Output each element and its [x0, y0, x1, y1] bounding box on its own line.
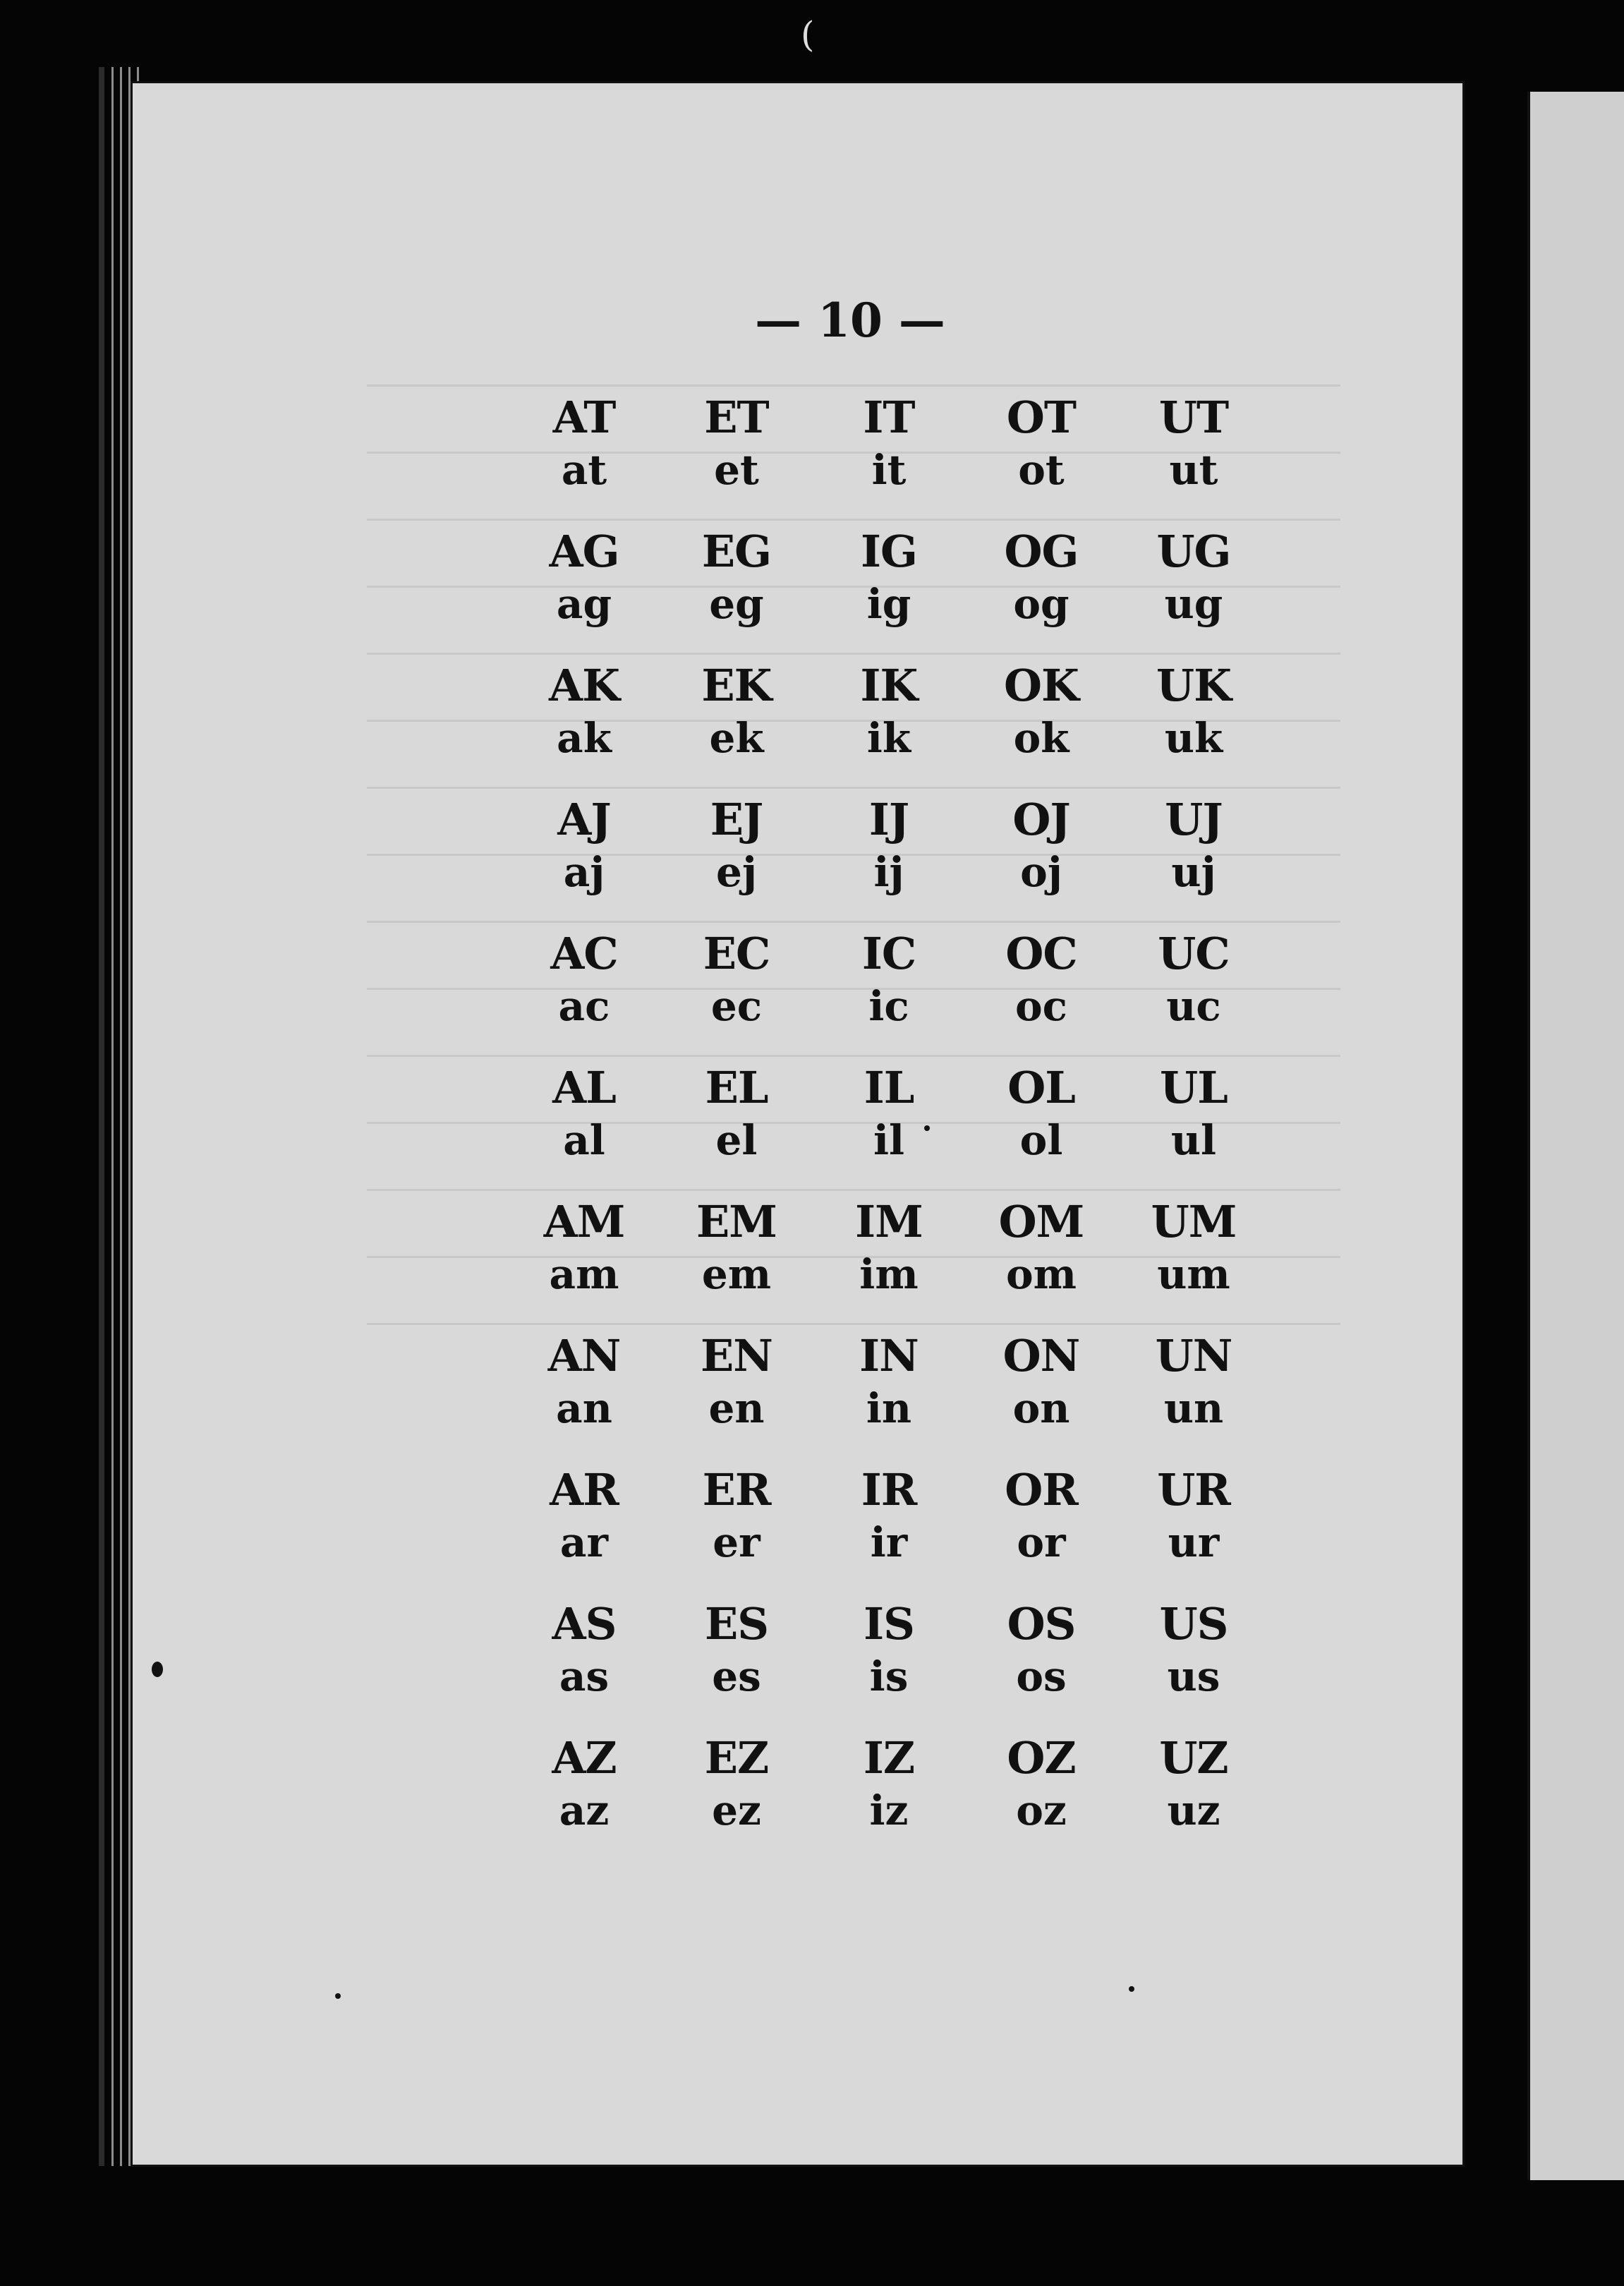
syllable-row [508, 526, 1270, 660]
syllable-lowercase: um [1157, 1250, 1230, 1298]
syllable-uppercase: IM [855, 1196, 923, 1247]
syllable-cell [1117, 928, 1270, 1062]
syllable-uppercase: IK [860, 660, 918, 711]
syllable-row [508, 1464, 1270, 1598]
syllable-uppercase: EZ [704, 1732, 769, 1784]
syllable-cell [508, 1464, 660, 1598]
syllable-uppercase: EN [701, 1330, 772, 1381]
syllable-lowercase: en [708, 1384, 765, 1432]
ink-speck [1129, 1986, 1134, 1992]
syllable-cell [813, 928, 965, 1062]
syllable-row [508, 392, 1270, 526]
syllable-lowercase: oc [1014, 982, 1067, 1030]
syllable-uppercase: IT [863, 392, 915, 443]
syllable-cell [660, 1062, 813, 1196]
syllable-lowercase: uj [1171, 848, 1216, 896]
syllable-lowercase: ig [866, 580, 911, 628]
syllable-lowercase: us [1167, 1652, 1220, 1700]
syllable-lowercase: ik [866, 714, 911, 762]
syllable-lowercase: es [712, 1652, 761, 1700]
syllable-cell [660, 526, 813, 660]
syllable-lowercase: on [1012, 1384, 1070, 1432]
syllable-uppercase: UJ [1165, 794, 1223, 845]
syllable-cell [660, 1196, 813, 1330]
syllable-lowercase: im [859, 1250, 919, 1298]
syllable-uppercase: EJ [710, 794, 763, 845]
syllable-cell [965, 928, 1117, 1062]
syllable-lowercase: eg [709, 580, 764, 628]
syllable-uppercase: UR [1157, 1464, 1230, 1516]
syllable-cell [660, 1598, 813, 1732]
syllable-lowercase: aj [563, 848, 605, 896]
syllable-row [508, 1062, 1270, 1196]
syllable-uppercase: UT [1158, 392, 1229, 443]
syllable-uppercase: AZ [552, 1732, 617, 1784]
syllable-lowercase: ok [1013, 714, 1069, 762]
syllable-lowercase: an [556, 1384, 612, 1432]
syllable-uppercase: IJ [868, 794, 909, 845]
syllable-lowercase: il [873, 1116, 905, 1164]
syllable-uppercase: OJ [1012, 794, 1070, 845]
syllable-uppercase: EK [701, 660, 772, 711]
syllable-cell [965, 1062, 1117, 1196]
syllable-uppercase: AC [550, 928, 618, 979]
syllable-lowercase: in [866, 1384, 912, 1432]
syllable-cell [1117, 660, 1270, 794]
syllable-cell [813, 1062, 965, 1196]
syllable-cell [813, 1598, 965, 1732]
syllable-cell [508, 1732, 660, 1866]
syllable-lowercase: iz [869, 1786, 909, 1834]
syllable-uppercase: AG [549, 526, 619, 577]
syllable-lowercase: oj [1020, 848, 1062, 896]
syllable-cell [965, 1196, 1117, 1330]
syllable-cell [508, 1598, 660, 1732]
syllable-lowercase: ij [873, 848, 904, 896]
ink-speck [152, 1662, 163, 1677]
syllable-uppercase: OK [1004, 660, 1079, 711]
page-edge [111, 67, 114, 2166]
page-number: — 10 — [755, 293, 945, 348]
syllable-lowercase: am [549, 1250, 619, 1298]
syllable-uppercase: AT [552, 392, 616, 443]
syllable-uppercase: UG [1156, 526, 1231, 577]
syllable-row [508, 1598, 1270, 1732]
syllable-uppercase: IS [863, 1598, 914, 1650]
syllable-uppercase: UZ [1159, 1732, 1228, 1784]
syllable-lowercase: et [714, 446, 759, 494]
syllable-table [508, 392, 1270, 1866]
syllable-cell [1117, 1196, 1270, 1330]
syllable-uppercase: ET [704, 392, 769, 443]
syllable-lowercase: it [871, 446, 907, 494]
syllable-lowercase: or [1017, 1518, 1066, 1566]
syllable-lowercase: ek [709, 714, 764, 762]
syllable-cell [660, 1464, 813, 1598]
syllable-lowercase: as [559, 1652, 610, 1700]
syllable-lowercase: al [563, 1116, 605, 1164]
syllable-cell [660, 928, 813, 1062]
syllable-lowercase: is [869, 1652, 909, 1700]
syllable-uppercase: AK [549, 660, 619, 711]
syllable-uppercase: OT [1006, 392, 1077, 443]
syllable-cell [508, 794, 660, 928]
syllable-uppercase: IN [859, 1330, 919, 1381]
syllable-lowercase: ar [559, 1518, 609, 1566]
syllable-cell [965, 526, 1117, 660]
syllable-lowercase: uc [1166, 982, 1221, 1030]
syllable-cell [813, 794, 965, 928]
syllable-cell [508, 1062, 660, 1196]
syllable-lowercase: os [1016, 1652, 1067, 1700]
syllable-cell [965, 1598, 1117, 1732]
syllable-lowercase: uk [1164, 714, 1223, 762]
syllable-uppercase: IZ [863, 1732, 915, 1784]
syllable-cell [660, 660, 813, 794]
syllable-lowercase: ot [1018, 446, 1065, 494]
syllable-cell [965, 1464, 1117, 1598]
syllable-cell [1117, 1062, 1270, 1196]
syllable-lowercase: ur [1168, 1518, 1220, 1566]
syllable-cell [1117, 392, 1270, 526]
syllable-cell [813, 1732, 965, 1866]
syllable-cell [508, 660, 660, 794]
syllable-cell [660, 1732, 813, 1866]
syllable-cell [1117, 1732, 1270, 1866]
syllable-cell [813, 1196, 965, 1330]
syllable-row [508, 1732, 1270, 1866]
syllable-uppercase: IG [861, 526, 917, 577]
syllable-lowercase: ol [1019, 1116, 1063, 1164]
syllable-lowercase: og [1013, 580, 1069, 628]
syllable-uppercase: IR [861, 1464, 917, 1516]
syllable-lowercase: ut [1169, 446, 1218, 494]
syllable-uppercase: UN [1155, 1330, 1232, 1381]
syllable-uppercase: ES [704, 1598, 769, 1650]
syllable-uppercase: OG [1004, 526, 1079, 577]
syllable-uppercase: US [1159, 1598, 1228, 1650]
syllable-uppercase: EC [703, 928, 770, 979]
syllable-uppercase: EG [701, 526, 772, 577]
syllable-cell [813, 526, 965, 660]
syllable-uppercase: ON [1002, 1330, 1080, 1381]
syllable-lowercase: ul [1170, 1116, 1217, 1164]
syllable-uppercase: AN [547, 1330, 621, 1381]
ink-speck [335, 1993, 341, 1999]
adjacent-page-edge [1527, 92, 1624, 2180]
syllable-lowercase: at [561, 446, 607, 494]
syllable-uppercase: OZ [1007, 1732, 1076, 1784]
syllable-cell [1117, 1464, 1270, 1598]
syllable-lowercase: ej [716, 848, 757, 896]
syllable-uppercase: OS [1007, 1598, 1076, 1650]
syllable-row [508, 1330, 1270, 1464]
syllable-lowercase: ec [710, 982, 763, 1030]
syllable-uppercase: EL [705, 1062, 768, 1113]
syllable-uppercase: IC [861, 928, 916, 979]
syllable-cell [965, 392, 1117, 526]
syllable-lowercase: ez [712, 1786, 761, 1834]
syllable-cell [813, 1464, 965, 1598]
syllable-lowercase: az [559, 1786, 610, 1834]
syllable-cell [813, 660, 965, 794]
ink-speck [924, 1125, 930, 1131]
syllable-lowercase: ic [868, 982, 909, 1030]
syllable-row [508, 660, 1270, 794]
syllable-uppercase: AR [550, 1464, 619, 1516]
syllable-uppercase: AS [552, 1598, 617, 1650]
syllable-lowercase: er [713, 1518, 761, 1566]
syllable-lowercase: ak [557, 714, 612, 762]
syllable-lowercase: uz [1167, 1786, 1220, 1834]
syllable-cell [1117, 1598, 1270, 1732]
syllable-uppercase: UL [1160, 1062, 1228, 1113]
syllable-cell [508, 526, 660, 660]
syllable-cell [508, 928, 660, 1062]
syllable-lowercase: ac [558, 982, 610, 1030]
scan-artifact-mark: ( [801, 14, 815, 55]
syllable-row [508, 1196, 1270, 1330]
syllable-cell [965, 794, 1117, 928]
syllable-cell [508, 1196, 660, 1330]
syllable-uppercase: AL [552, 1062, 616, 1113]
syllable-lowercase: oz [1016, 1786, 1067, 1834]
page-edge [120, 67, 122, 2166]
syllable-row [508, 794, 1270, 928]
syllable-cell [965, 660, 1117, 794]
syllable-lowercase: om [1005, 1250, 1077, 1298]
syllable-cell [660, 794, 813, 928]
syllable-uppercase: UC [1158, 928, 1230, 979]
syllable-row [508, 928, 1270, 1062]
syllable-lowercase: un [1163, 1384, 1224, 1432]
syllable-cell [813, 1330, 965, 1464]
syllable-uppercase: OL [1007, 1062, 1075, 1113]
syllable-cell [508, 1330, 660, 1464]
syllable-cell [660, 392, 813, 526]
syllable-uppercase: ER [702, 1464, 771, 1516]
syllable-cell [508, 392, 660, 526]
syllable-lowercase: em [701, 1250, 772, 1298]
syllable-uppercase: EM [696, 1196, 777, 1247]
syllable-uppercase: OC [1005, 928, 1077, 979]
syllable-cell [965, 1330, 1117, 1464]
syllable-uppercase: OM [998, 1196, 1084, 1247]
syllable-uppercase: AM [543, 1196, 625, 1247]
syllable-cell [965, 1732, 1117, 1866]
syllable-lowercase: ug [1164, 580, 1223, 628]
syllable-uppercase: AJ [557, 794, 611, 845]
syllable-cell [1117, 526, 1270, 660]
syllable-uppercase: IL [863, 1062, 914, 1113]
syllable-lowercase: ag [556, 580, 612, 628]
syllable-cell [1117, 1330, 1270, 1464]
syllable-lowercase: ir [870, 1518, 908, 1566]
syllable-uppercase: OR [1005, 1464, 1078, 1516]
syllable-cell [813, 392, 965, 526]
syllable-cell [660, 1330, 813, 1464]
syllable-uppercase: UK [1156, 660, 1231, 711]
syllable-lowercase: el [715, 1116, 758, 1164]
syllable-cell [1117, 794, 1270, 928]
syllable-uppercase: UM [1151, 1196, 1237, 1247]
